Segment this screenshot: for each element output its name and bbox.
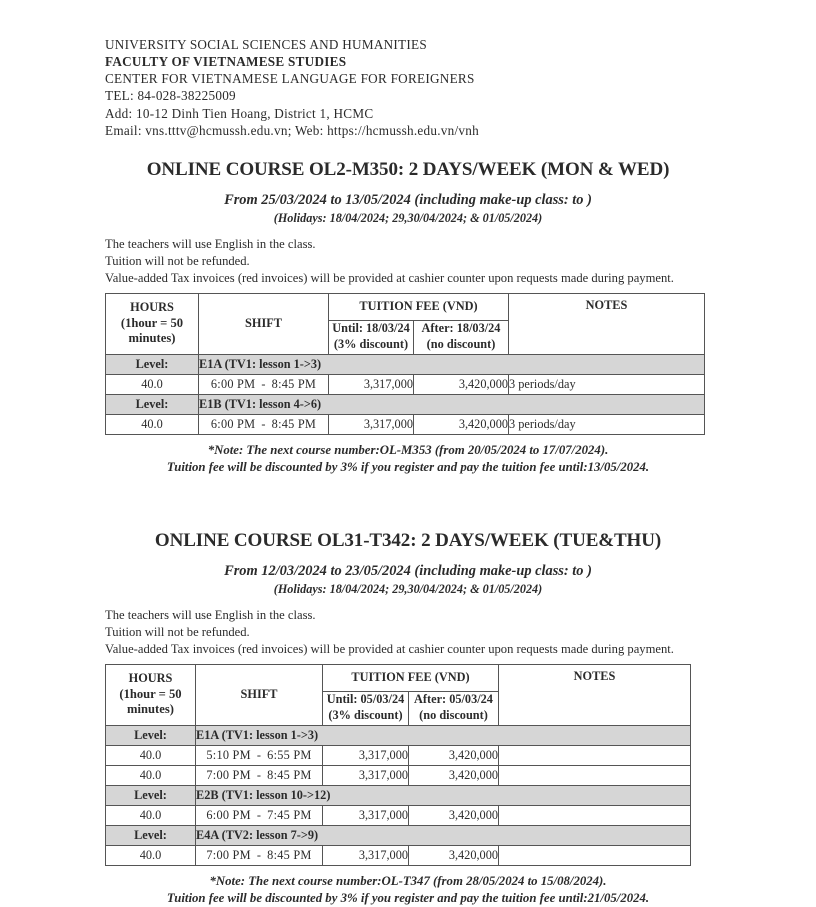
letterhead-email-web: Email: vns.tttv@hcmussh.edu.vn; Web: https://hcmussh.edu.vn/vnh [105, 122, 479, 138]
letterhead-tel: TEL: 84-028-38225009 [105, 88, 236, 104]
header-shift: SHIFT [196, 664, 323, 725]
level-name: E1A (TV1: lesson 1->3) [196, 725, 691, 745]
cell-shift [196, 765, 323, 785]
level-name: E4A (TV2: lesson 7->9) [196, 825, 691, 845]
shift-start: 6:00 PM [206, 807, 251, 822]
cell-fee-after: 3,420,000 [414, 414, 509, 434]
letterhead-university: UNIVERSITY SOCIAL SCIENCES AND HUMANITIES [105, 37, 427, 52]
header-fee-until [323, 691, 409, 725]
cell-fee-until: 3,317,000 [323, 745, 409, 765]
level-name: E1A (TV1: lesson 1->3) [199, 354, 705, 374]
cell-fee-until: 3,317,000 [329, 414, 414, 434]
header-notes: NOTES [499, 664, 691, 725]
shift-end: 7:45 PM [267, 807, 312, 822]
course-footnote [105, 442, 711, 477]
header-fee-after-date: After: 18/03/24 [421, 321, 501, 336]
table-row [106, 414, 705, 434]
course-date-range: From 12/03/2024 to 23/05/2024 (including make-up class: to ) [224, 563, 592, 580]
cell-notes [499, 845, 691, 865]
note-vat: Value-added Tax invoices (red invoices) will be provided at cashier counter upon requests made during payment. [105, 270, 674, 285]
document-content [105, 36, 711, 907]
header-fee-after [414, 320, 509, 354]
cell-notes [499, 805, 691, 825]
header-fee-until-date: Until: 05/03/24 [326, 692, 405, 707]
level-label: Level: [106, 725, 196, 745]
header-hours-sub: (1hour = 50 minutes) [120, 315, 184, 346]
header-fee-until-date: Until: 18/03/24 [332, 321, 410, 336]
cell-hours: 40.0 [106, 374, 199, 394]
cell-fee-after: 3,420,000 [409, 805, 499, 825]
table-row [106, 745, 691, 765]
footnote-discount: Tuition fee will be discounted by 3% if you register and pay the tuition fee until:21/05/2024. [166, 890, 650, 905]
cell-fee-after: 3,420,000 [414, 374, 509, 394]
letterhead-center: CENTER FOR VIETNAMESE LANGUAGE FOR FOREIGNERS [105, 71, 475, 87]
shift-start: 6:00 PM [210, 416, 256, 431]
letterhead-address: Add: 10-12 Dinh Tien Hoang, District 1, HCMC [105, 105, 374, 121]
header-fee-after-date: After: 05/03/24 [414, 692, 493, 707]
level-label: Level: [106, 785, 196, 805]
cell-shift [199, 374, 329, 394]
note-english: The teachers will use English in the class. [105, 236, 316, 251]
shift-end: 8:45 PM [267, 767, 312, 782]
cell-notes: 3 periods/day [509, 414, 705, 434]
note-vat: Value-added Tax invoices (red invoices) will be provided at cashier counter upon requests made during payment. [105, 641, 674, 656]
cell-hours: 40.0 [106, 414, 199, 434]
cell-fee-until: 3,317,000 [323, 845, 409, 865]
cell-shift [196, 845, 323, 865]
block-spacer [105, 476, 711, 510]
level-label: Level: [106, 825, 196, 845]
level-label: Level: [106, 394, 199, 414]
level-row [106, 725, 691, 745]
cell-fee-after: 3,420,000 [409, 765, 499, 785]
course-footnote [105, 873, 711, 907]
schedule-table [105, 293, 705, 435]
shift-separator: - [256, 747, 262, 762]
course-block [105, 159, 711, 476]
shift-separator: - [261, 416, 266, 431]
footnote-next-course: *Note: The next course number:OL-M353 (from 20/05/2024 to 17/07/2024). [207, 442, 609, 457]
course-date-range: From 25/03/2024 to 13/05/2024 (including make-up class: to ) [224, 191, 592, 208]
cell-hours: 40.0 [106, 745, 196, 765]
header-hours [106, 293, 199, 354]
cell-fee-until: 3,317,000 [323, 805, 409, 825]
header-hours-sub: (1hour = 50 minutes) [119, 686, 182, 717]
shift-start: 6:00 PM [210, 376, 256, 391]
shift-separator: - [256, 767, 262, 782]
schedule-table [105, 664, 691, 866]
course-holidays: (Holidays: 18/04/2024; 29,30/04/2024; & 01/05/2024) [273, 210, 543, 225]
shift-separator: - [256, 807, 262, 822]
shift-separator: - [261, 376, 266, 391]
course-block [105, 530, 711, 907]
course-notes [105, 607, 711, 658]
cell-hours: 40.0 [106, 805, 196, 825]
cell-shift [196, 805, 323, 825]
header-fee-until-discount: (3% discount) [333, 337, 409, 352]
header-fee-after [409, 691, 499, 725]
header-fee-after-discount: (no discount) [426, 337, 496, 352]
shift-end: 6:55 PM [267, 747, 312, 762]
header-tuition-fee: TUITION FEE (VND) [323, 664, 499, 691]
cell-notes [499, 745, 691, 765]
level-row [106, 785, 691, 805]
header-hours-title: HOURS [130, 300, 174, 315]
shift-start: 7:00 PM [206, 847, 251, 862]
cell-notes [499, 765, 691, 785]
courses-container [105, 159, 711, 907]
shift-start: 7:00 PM [206, 767, 251, 782]
header-notes: NOTES [509, 293, 705, 354]
cell-shift [199, 414, 329, 434]
letterhead [105, 36, 711, 139]
header-hours [106, 664, 196, 725]
level-name: E2B (TV1: lesson 10->12) [196, 785, 691, 805]
header-shift: SHIFT [199, 293, 329, 354]
course-notes [105, 236, 711, 287]
course-holidays: (Holidays: 18/04/2024; 29,30/04/2024; & 01/05/2024) [273, 582, 543, 597]
header-fee-until [329, 320, 414, 354]
footnote-discount: Tuition fee will be discounted by 3% if you register and pay the tuition fee until:13/05/2024. [166, 459, 650, 474]
table-row [106, 805, 691, 825]
course-title: ONLINE COURSE OL2-M350: 2 DAYS/WEEK (MON & WED) [146, 158, 670, 180]
shift-start: 5:10 PM [206, 747, 251, 762]
shift-end: 8:45 PM [271, 416, 317, 431]
note-english: The teachers will use English in the class. [105, 608, 316, 623]
table-row [106, 765, 691, 785]
header-fee-after-discount: (no discount) [419, 708, 488, 723]
header-fee-until-discount: (3% discount) [328, 708, 403, 723]
table-row [106, 374, 705, 394]
cell-fee-until: 3,317,000 [323, 765, 409, 785]
shift-end: 8:45 PM [271, 376, 317, 391]
footnote-next-course: *Note: The next course number:OL-T347 (from 28/05/2024 to 15/08/2024). [209, 873, 607, 888]
cell-hours: 40.0 [106, 765, 196, 785]
shift-separator: - [256, 847, 262, 862]
letterhead-faculty: FACULTY OF VIETNAMESE STUDIES [105, 54, 347, 70]
level-row [106, 394, 705, 414]
level-name: E1B (TV1: lesson 4->6) [199, 394, 705, 414]
header-tuition-fee: TUITION FEE (VND) [329, 293, 509, 320]
cell-shift [196, 745, 323, 765]
level-label: Level: [106, 354, 199, 374]
shift-end: 8:45 PM [267, 847, 312, 862]
note-refund: Tuition will not be refunded. [105, 253, 250, 268]
table-row [106, 845, 691, 865]
cell-fee-until: 3,317,000 [329, 374, 414, 394]
cell-fee-after: 3,420,000 [409, 845, 499, 865]
course-title: ONLINE COURSE OL31-T342: 2 DAYS/WEEK (TUE&THU) [154, 530, 662, 552]
cell-fee-after: 3,420,000 [409, 745, 499, 765]
cell-notes: 3 periods/day [509, 374, 705, 394]
header-hours-title: HOURS [128, 671, 173, 686]
note-refund: Tuition will not be refunded. [105, 624, 250, 639]
level-row [106, 354, 705, 374]
level-row [106, 825, 691, 845]
cell-hours: 40.0 [106, 845, 196, 865]
